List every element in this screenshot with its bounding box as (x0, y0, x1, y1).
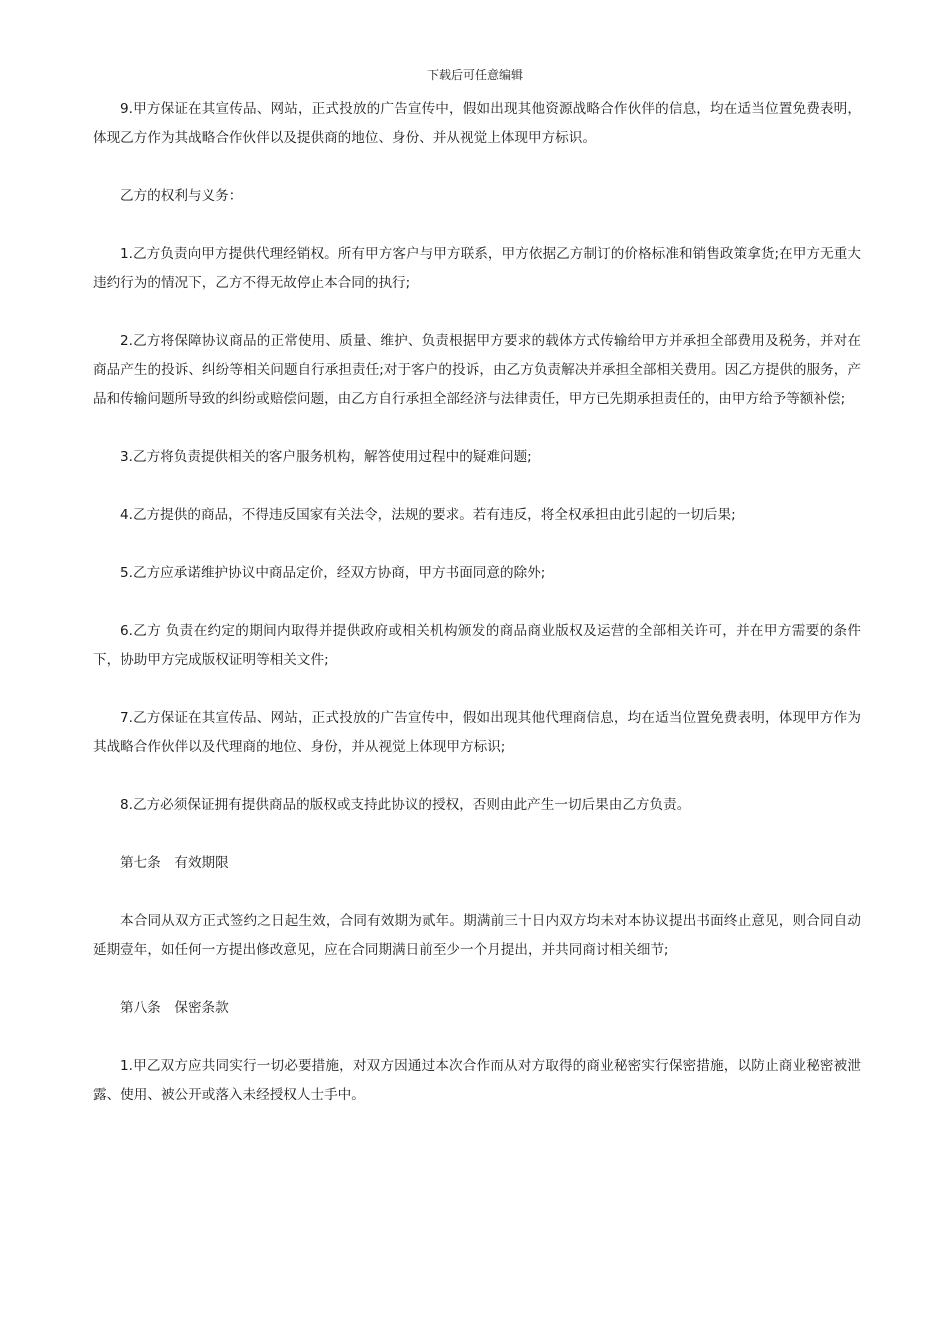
clause-b5-pricing: 5.乙方应承诺维护协议中商品定价，经双方协商，甲方书面同意的除外; (120, 565, 546, 581)
clause-b1-distribution: 1.乙方负责向甲方提供代理经销权。所有甲方客户与甲方联系，甲方依据乙方制订的价格标准和销售政策拿货;在甲方无重大违约行为的情况下，乙方不得无故停止本合同的执行; (93, 246, 861, 291)
page-header: 下载后可任意编辑 (426, 68, 523, 82)
article-7-heading: 第七条 有效期限 (120, 855, 229, 871)
article-8-clause-1: 1.甲乙双方应共同实行一切必要措施，对双方因通过本次合作而从对方取得的商业秘密实行保密措施，以防止商业秘密被泄露、使用、被公开或落入未经授权人士手中。 (93, 1058, 861, 1103)
clause-b6-licensing: 6.乙方 负责在约定的期间内取得并提供政府或相关机构颁发的商品商业版权及运营的全部相关许可，并在甲方需要的条件下，协助甲方完成版权证明等相关文件; (93, 623, 861, 668)
clause-b2-quality: 2.乙方将保障协议商品的正常使用、质量、维护、负责根据甲方要求的载体方式传输给甲方并承担全部费用及税务，并对在商品产生的投诉、纠纷等相关问题自行承担责任;对于客户的投诉，由乙方负责解决并承担全部相关费用。因乙方提供的服务，产品和传输问题所导致的纠纷或赔偿问题，由乙方自行承担全部经济与法律责任，甲方已先期承担责任的，由甲方给予等额补偿; (93, 333, 861, 407)
clause-b3-service: 3.乙方将负责提供相关的客户服务机构，解答使用过程中的疑难问题; (120, 449, 532, 465)
clause-b7-publicity: 7.乙方保证在其宣传品、网站，正式投放的广告宣传中，假如出现其他代理商信息，均在适当位置免费表明，体现甲方作为其战略合作伙伴以及代理商的地位、身份，并从视觉上体现甲方标识; (93, 710, 861, 755)
clause-b8-copyright: 8.乙方必须保证拥有提供商品的版权或支持此协议的授权，否则由此产生一切后果由乙方负责。 (120, 797, 691, 813)
document-body (93, 95, 861, 1139)
section-heading-party-b-rights: 乙方的权利与义务： (120, 188, 243, 204)
clause-b4-compliance: 4.乙方提供的商品，不得违反国家有关法令，法规的要求。若有违反，将全权承担由此引起的一切后果; (120, 507, 736, 523)
clause-a9-publicity: 9.甲方保证在其宣传品、网站，正式投放的广告宣传中，假如出现其他资源战略合作伙伴的信息，均在适当位置免费表明，体现乙方作为其战略合作伙伴以及提供商的地位、身份、并从视觉上体现甲方标识。 (93, 101, 861, 146)
article-8-heading: 第八条 保密条款 (120, 1000, 229, 1016)
article-7-body: 本合同从双方正式签约之日起生效，合同有效期为贰年。期满前三十日内双方均未对本协议提出书面终止意见，则合同自动延期壹年，如任何一方提出修改意见，应在合同期满日前至少一个月提出，并共同商讨相关细节; (93, 913, 861, 958)
